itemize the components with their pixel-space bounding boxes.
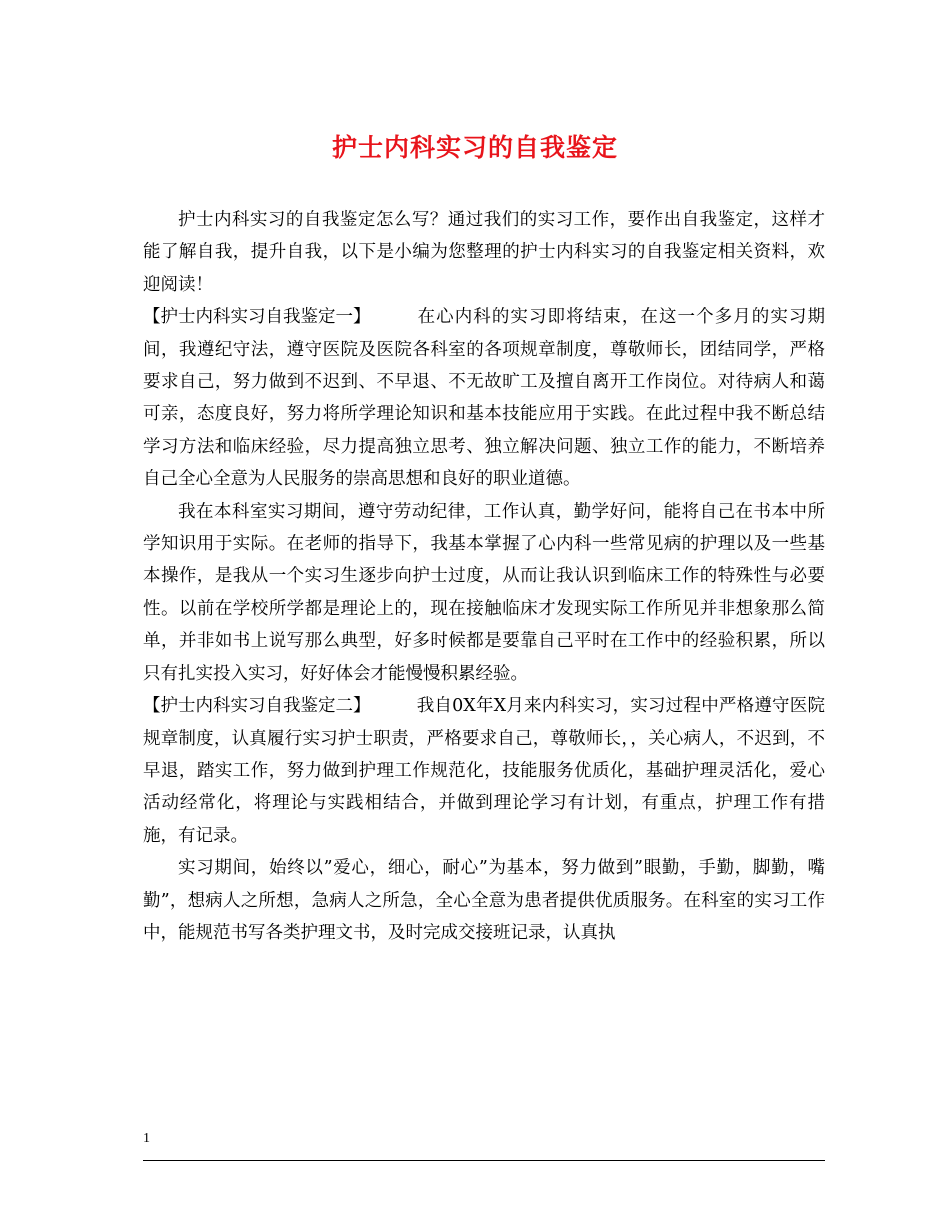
section-heading: 【护士内科实习自我鉴定二】 [143,696,371,717]
section-two-paragraph [143,690,825,852]
paragraph-text: 护士内科实习的自我鉴定怎么写？通过我们的实习工作，要作出自我鉴定，这样才能了解自我，提升自我，以下是小编为您整理的护士内科实习的自我鉴定相关资料，欢迎阅读！ [143,210,825,295]
footer-divider [143,1160,825,1161]
paragraph-text: 我自0X年X月来内科实习，实习过程中严格遵守医院规章制度，认真履行实习护士职责，严格要求自己，尊敬师长，，关心病人，不迟到，不早退，踏实工作，努力做到护理工作规范化，技能服务优质化，基础护理灵活化，爱心活动经常化，将理论与实践相结合，并做到理论学习有计划，有重点，护理工作有措施，有记录。 [143,696,825,846]
section-heading: 【护士内科实习自我鉴定一】 [143,307,371,328]
document-title: 护士内科实习的自我鉴定 [331,133,618,162]
page-number: 1 [143,1131,150,1146]
body-paragraph [143,852,825,949]
document-body [143,204,825,949]
body-paragraph [143,496,825,690]
section-one-paragraph [143,301,825,495]
paragraph-text: 实习期间，始终以”爱心，细心，耐心”为基本，努力做到”眼勤，手勤，脚勤，嘴勤”，想病人之所想，急病人之所急，全心全意为患者提供优质服务。在科室的实习工作中，能规范书写各类护理文书，及时完成交接班记录，认真执 [143,858,825,943]
intro-paragraph [143,204,825,301]
paragraph-text: 在心内科的实习即将结束，在这一个多月的实习期间，我遵纪守法，遵守医院及医院各科室的各项规章制度，尊敬师长，团结同学，严格要求自己，努力做到不迟到、不早退、不无故旷工及擅自离开工作岗位。对待病人和蔼可亲，态度良好，努力将所学理论知识和基本技能应用于实践。在此过程中我不断总结学习方法和临床经验，尽力提高独立思考、独立解决问题、独立工作的能力，不断培养自己全心全意为人民服务的崇高思想和良好的职业道德。 [143,307,825,490]
paragraph-text: 我在本科室实习期间，遵守劳动纪律，工作认真，勤学好问，能将自己在书本中所学知识用于实际。在老师的指导下，我基本掌握了心内科一些常见病的护理以及一些基本操作，是我从一个实习生逐步向护士过度，从而让我认识到临床工作的特殊性与必要性。以前在学校所学都是理论上的，现在接触临床才发现实际工作所见并非想象那么简单，并非如书上说写那么典型，好多时候都是要靠自己平时在工作中的经验积累，所以只有扎实投入实习，好好体会才能慢慢积累经验。 [143,501,825,684]
